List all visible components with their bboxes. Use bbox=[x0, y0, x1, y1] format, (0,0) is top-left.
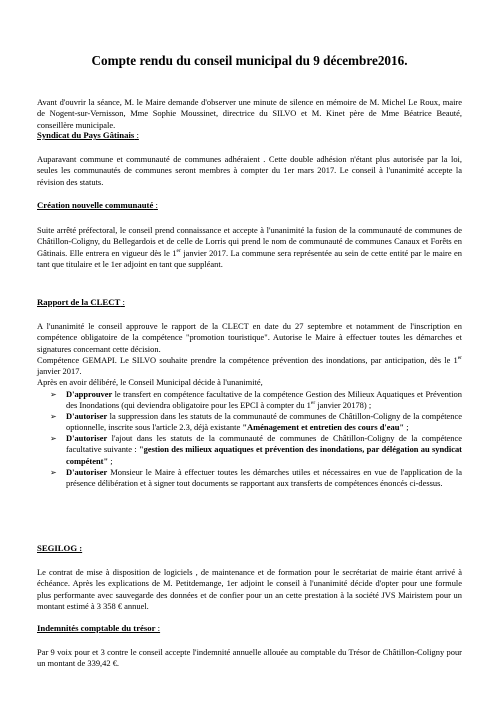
indemnites-paragraph: Par 9 voix pour et 3 contre le conseil accepte l'indemnité annuelle allouée au comptable du Trésor de Châtillon-Coligny pour un montant de 339,42 €. bbox=[37, 647, 462, 669]
syndicat-paragraph: Auparavant commune et communauté de communes adhéraient . Cette double adhésion n'étant plus autorisée par la loi, seules les communautés de communes seront membres à compter du 1er mars 2017. Le conseil à l'unanimité accepte la révision des statuts. bbox=[37, 154, 462, 187]
superscript: er bbox=[457, 355, 462, 362]
heading-label: Rapport de la CLECT bbox=[37, 297, 121, 307]
section-heading-indemnites bbox=[37, 623, 160, 634]
item-verb: D'autoriser bbox=[66, 466, 108, 477]
decision-list bbox=[37, 389, 462, 489]
section-heading-segilog: SEGILOG : bbox=[37, 543, 83, 553]
item-verb: D'autoriser bbox=[66, 411, 108, 422]
page-title: Compte rendu du conseil municipal du 9 décembre2016. bbox=[91, 53, 408, 68]
deliberation-paragraph: Après en avoir délibéré, le Conseil Municipal décide à l'unanimité, bbox=[37, 377, 263, 387]
item-text-2: ; bbox=[404, 422, 409, 433]
item-text-2: ; bbox=[108, 455, 113, 466]
list-item bbox=[37, 433, 462, 466]
item-text-1: le transfert en compétence facultative de la compétence Gestion des Milieux Aquatiques et Prévention des Inondations (qui deviendra obligatoire pour les EPCI à compter du 1 bbox=[66, 389, 462, 411]
list-item bbox=[37, 411, 462, 433]
gemapi-text-2: janvier 2017. bbox=[37, 366, 82, 377]
creation-paragraph bbox=[37, 225, 462, 271]
creation-text-2: janvier 2017. La commune sera représentée au sein de cette entité par le maire en tant que titulaire et le 1er adjoint en tant que suppléant. bbox=[37, 247, 462, 270]
arrow-bullet-icon: ➢ bbox=[50, 390, 57, 399]
section-heading-creation bbox=[37, 200, 158, 211]
item-verb: D'approuver bbox=[66, 389, 113, 399]
segilog-paragraph: Le contrat de mise à disposition de logiciels , de maintenance et de formation pour le secrétariat de mairie étant arrivé à échéance. Après les explications de M. Petitdemange, 1er adjoint le conseil à l'unanimité décide d'opter pour une formule plus performante avec sauvegarde des données et de confier pour un an cette prestation à la société JVS Mairistem pour un montant estimé à 3 358 € annuel. bbox=[37, 567, 462, 612]
creation-text-1: Suite arrêté préfectoral, le conseil prend connaissance et accepte à l'unanimité la fusion de la communauté de communes de Châtillon-Coligny, du Bellegardois et de celle de Lorris qui prend le nom de communauté de communes Canaux et Forêts en Gâtinais. Elle entrera en vigueur dès le 1 bbox=[37, 225, 462, 258]
gemapi-paragraph bbox=[37, 355, 462, 378]
heading-colon: : bbox=[153, 200, 158, 210]
item-text-1: Monsieur le Maire à effectuer toutes les démarches utiles et nécessaires en vue de l'application de la présence délibération et à signer tout documents se rapportant aux transferts de compétences énoncés ci-dessus. bbox=[66, 466, 462, 488]
gemapi-text-1: Compétence GEMAPI. Le SILVO souhaite prendre la compétence prévention des inondations, par anticipation, dès le 1 bbox=[37, 355, 458, 365]
heading-label: Création nouvelle communauté bbox=[37, 200, 154, 210]
arrow-bullet-icon: ➢ bbox=[50, 412, 57, 422]
heading-label: Indemnités comptable du trésor bbox=[37, 623, 156, 633]
superscript: er bbox=[176, 248, 181, 254]
section-heading-clect bbox=[37, 297, 125, 308]
section-heading-syndicat bbox=[37, 130, 139, 141]
item-verb: D'autoriser bbox=[66, 433, 108, 444]
heading-label: Syndicat du Pays Gâtinais bbox=[37, 130, 135, 140]
arrow-bullet-icon: ➢ bbox=[50, 467, 57, 477]
superscript: er bbox=[310, 400, 316, 407]
item-text-1: l'ajout dans les statuts de la communauté de communes de Châtillon-Coligny de la compétence facultative suivante : bbox=[66, 433, 462, 455]
item-bold-quote: "gestion des milieux aquatiques et prévention des inondations, par délégation au syndicat compétent" bbox=[66, 444, 462, 466]
intro-paragraph: Avant d'ouvrir la séance, M. le Maire demande d'observer une minute de silence en mémoire de M. Michel Le Roux, maire de Nogent-sur-Vernisson, Mme Sophie Moussinet, directrice du SILVO et M. Kinet père de Mme Béatrice Beauté, conseillère municipale. bbox=[37, 97, 462, 130]
list-item bbox=[37, 467, 462, 489]
heading-colon: : bbox=[134, 130, 139, 140]
item-text-1: la suppression dans les statuts de la communauté de communes de Châtillon-Coligny de la compétence optionnelle, inscrite sous l'article 2.3, déjà existante bbox=[66, 411, 462, 433]
heading-colon: : bbox=[155, 623, 161, 633]
list-item bbox=[37, 389, 462, 411]
heading-colon: : bbox=[120, 297, 125, 307]
item-bold-quote: "Aménagement et entretien des cours d'eau" bbox=[242, 422, 405, 433]
item-text-2: janvier 20178) ; bbox=[315, 400, 372, 411]
arrow-bullet-icon: ➢ bbox=[50, 434, 57, 444]
clect-paragraph: A l'unanimité le conseil approuve le rapport de la CLECT en date du 27 septembre et notamment de l'inscription en compétence obligatoire de la compétence "promotion touristique". Autorise le Maire à effectuer toutes les démarches et signatures concernant cette décision. bbox=[37, 321, 462, 354]
